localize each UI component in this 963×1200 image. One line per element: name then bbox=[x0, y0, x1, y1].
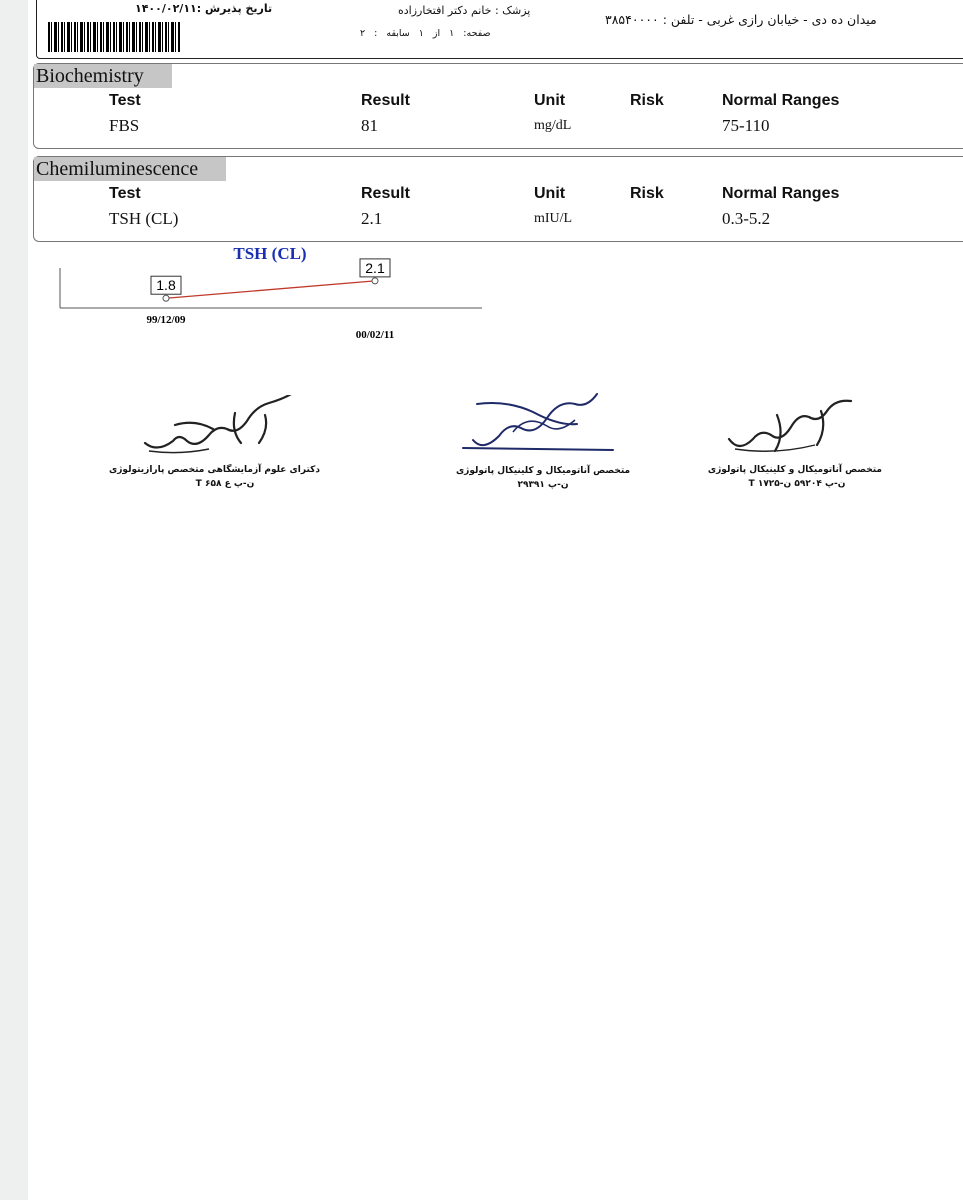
test-range: 0.3-5.2 bbox=[722, 209, 771, 228]
signature-block-3 bbox=[707, 395, 882, 489]
col-header-ranges: Normal Ranges bbox=[722, 92, 840, 109]
test-name: FBS bbox=[109, 116, 140, 135]
test-range: 75-110 bbox=[722, 116, 770, 135]
col-header-ranges: Normal Ranges bbox=[722, 185, 840, 202]
test-unit: mIU/L bbox=[534, 211, 573, 226]
test-name: TSH (CL) bbox=[109, 209, 179, 228]
test-result: 2.1 bbox=[361, 209, 383, 228]
col-header-result: Result bbox=[361, 92, 410, 109]
col-header-risk: Risk bbox=[630, 185, 664, 202]
patient-barcode bbox=[48, 22, 180, 52]
page-info: صفحه: ۱ از ۱ سابقه : ۲ bbox=[360, 28, 491, 39]
data-label: 2.1 bbox=[365, 259, 385, 276]
lab-address: میدان ده دی - خیابان رازی غربی - تلفن : ۳۸۵۴۰۰۰۰ bbox=[605, 12, 877, 27]
signature-2-license: ن-پ ۲۹۳۹۱ bbox=[517, 480, 569, 490]
col-header-unit: Unit bbox=[534, 185, 566, 202]
data-label: 1.8 bbox=[156, 277, 176, 294]
series-line bbox=[166, 281, 375, 298]
section-chemiluminescence bbox=[33, 156, 963, 242]
x-tick-label: 99/12/09 bbox=[146, 314, 186, 326]
referring-doctor: پزشک : خانم دکتر افتخارزاده bbox=[398, 4, 531, 17]
admission-date: تاریخ پذیرش :۱۴۰۰/۰۲/۱۱ bbox=[135, 2, 273, 15]
signature-3-license: ن-پ ۵۹۲۰۴ ن-T ۱۷۲۵ bbox=[748, 479, 846, 489]
tsh-history-chart bbox=[30, 240, 490, 350]
test-result: 81 bbox=[361, 116, 378, 135]
col-header-test: Test bbox=[109, 185, 141, 202]
signature-3-image bbox=[717, 395, 877, 465]
signature-block-2 bbox=[448, 392, 638, 490]
section-biochemistry bbox=[33, 63, 963, 149]
signature-2-caption: متخصص آناتومیکال و کلینیکال پاتولوژی bbox=[455, 466, 631, 476]
signature-1-license: ن-پ ع ۶۵۸ T bbox=[195, 479, 255, 489]
col-header-result: Result bbox=[361, 185, 410, 202]
signature-block-1 bbox=[109, 395, 320, 489]
data-point bbox=[163, 295, 169, 301]
left-margin-strip bbox=[0, 0, 28, 1200]
test-unit: mg/dL bbox=[534, 118, 572, 133]
data-point bbox=[372, 278, 378, 284]
chart-title: TSH (CL) bbox=[233, 244, 307, 263]
signature-1-caption: دکترای علوم آزمایشگاهی متخصص پارازیتولوژی bbox=[109, 465, 320, 475]
signature-2-image bbox=[453, 392, 633, 466]
col-header-test: Test bbox=[109, 92, 141, 109]
signature-1-image bbox=[135, 395, 315, 465]
section-title: Chemiluminescence bbox=[34, 157, 226, 181]
col-header-unit: Unit bbox=[534, 92, 566, 109]
x-tick-label: 00/02/11 bbox=[355, 329, 395, 341]
section-title: Biochemistry bbox=[34, 64, 172, 88]
signature-3-caption: متخصص آناتومیکال و کلینیکال پاتولوژی bbox=[707, 465, 882, 475]
col-header-risk: Risk bbox=[630, 92, 664, 109]
